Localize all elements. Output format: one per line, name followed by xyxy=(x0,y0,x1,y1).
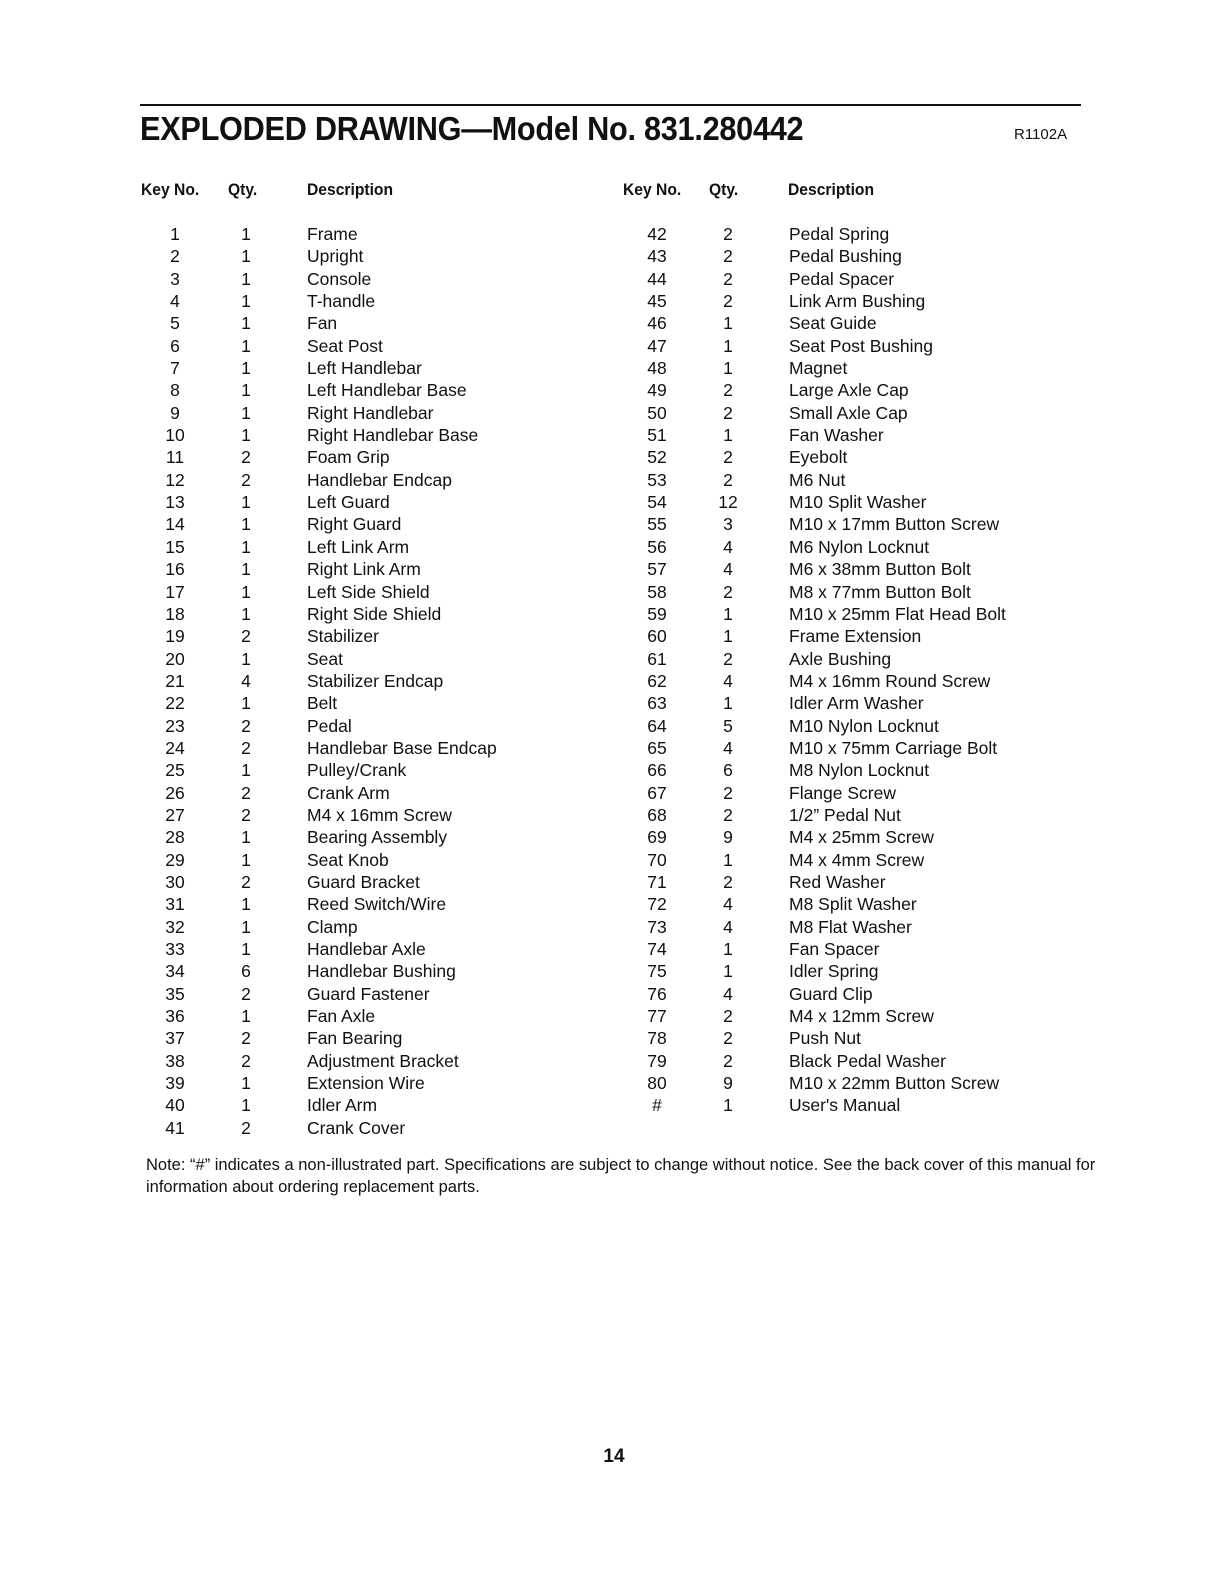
description: Link Arm Bushing xyxy=(789,291,926,312)
key-number: 80 xyxy=(647,1073,667,1094)
description: Upright xyxy=(307,246,364,267)
description: Handlebar Base Endcap xyxy=(307,737,497,758)
quantity: 1 xyxy=(723,358,733,379)
quantity: 2 xyxy=(241,1028,251,1049)
description: Adjustment Bracket xyxy=(307,1050,459,1071)
quantity: 4 xyxy=(723,559,733,580)
description: Right Handlebar xyxy=(307,402,434,423)
key-number: 42 xyxy=(647,224,667,244)
key-number: 63 xyxy=(647,693,667,714)
key-number: 1 xyxy=(170,224,180,244)
note-text: Note: “#” indicates a non-illustrated part. Specifications are subject to change without notice. See the back cover of this manual for information about ordering replacement parts. xyxy=(146,1156,1096,1196)
description: M10 x 25mm Flat Head Bolt xyxy=(789,603,1006,624)
key-number: 39 xyxy=(165,1073,185,1094)
description: M4 x 4mm Screw xyxy=(789,849,925,870)
description: M6 Nut xyxy=(789,469,846,490)
key-number: 18 xyxy=(165,603,185,624)
quantity: 1 xyxy=(723,1095,733,1116)
key-number: 46 xyxy=(647,313,667,334)
quantity: 4 xyxy=(723,916,733,937)
quantity: 1 xyxy=(241,894,251,915)
quantity: 12 xyxy=(718,492,738,513)
description: Fan Spacer xyxy=(789,939,880,959)
key-number: 77 xyxy=(647,1006,667,1027)
description: Frame xyxy=(307,224,358,244)
quantity: 1 xyxy=(241,313,251,334)
quantity: 4 xyxy=(241,670,251,691)
quantity: 2 xyxy=(723,1050,733,1071)
quantity: 1 xyxy=(241,224,251,244)
description: Crank Cover xyxy=(307,1117,406,1138)
description: Handlebar Bushing xyxy=(307,961,456,982)
description: Fan Bearing xyxy=(307,1028,403,1049)
quantity: 2 xyxy=(723,469,733,490)
description: Guard Clip xyxy=(789,983,873,1004)
key-number: 7 xyxy=(170,358,180,379)
quantity: 2 xyxy=(723,782,733,803)
key-number: 36 xyxy=(165,1006,185,1027)
description: Pulley/Crank xyxy=(307,760,407,781)
description: Handlebar Axle xyxy=(307,939,426,959)
description: Pedal Spring xyxy=(789,224,890,244)
quantity: 1 xyxy=(241,603,251,624)
header-key-no-left: Key No. xyxy=(141,180,200,199)
quantity: 1 xyxy=(723,335,733,356)
quantity: 1 xyxy=(241,693,251,714)
quantity: 1 xyxy=(723,603,733,624)
description: Seat Guide xyxy=(789,313,877,334)
quantity: 3 xyxy=(723,514,733,535)
key-number: 43 xyxy=(647,246,667,267)
description: M8 Split Washer xyxy=(789,894,917,915)
key-number: 38 xyxy=(165,1050,185,1071)
quantity: 1 xyxy=(241,1073,251,1094)
quantity: 1 xyxy=(723,425,733,446)
quantity: 2 xyxy=(723,246,733,267)
key-number: 29 xyxy=(165,849,185,870)
description: Fan xyxy=(307,313,338,334)
quantity: 1 xyxy=(241,648,251,669)
header-key-no-right: Key No. xyxy=(623,180,682,199)
key-number: 73 xyxy=(647,916,667,937)
description: Pedal Bushing xyxy=(789,246,902,267)
quantity: 2 xyxy=(241,983,251,1004)
quantity: 1 xyxy=(241,268,251,289)
key-number: 27 xyxy=(165,804,185,825)
description: M4 x 12mm Screw xyxy=(789,1006,934,1027)
description: M10 x 75mm Carriage Bolt xyxy=(789,737,998,758)
document-code: R1102A xyxy=(1014,126,1068,143)
title-rule xyxy=(140,104,1081,106)
description: Left Guard xyxy=(307,492,390,513)
description: M4 x 25mm Screw xyxy=(789,827,934,848)
description: Clamp xyxy=(307,916,358,937)
quantity: 2 xyxy=(723,402,733,423)
quantity: 1 xyxy=(241,849,251,870)
description: Left Link Arm xyxy=(307,536,410,557)
key-number: 68 xyxy=(647,804,667,825)
key-number: 40 xyxy=(165,1095,185,1116)
description: Red Washer xyxy=(789,871,886,892)
quantity: 1 xyxy=(241,246,251,267)
quantity: 1 xyxy=(241,559,251,580)
key-number: 25 xyxy=(165,760,185,781)
description: Seat Post xyxy=(307,335,383,356)
description: Seat Post Bushing xyxy=(789,335,933,356)
key-number: 76 xyxy=(647,983,667,1004)
description: Stabilizer xyxy=(307,626,379,647)
key-number: 57 xyxy=(647,559,667,580)
page-number: 14 xyxy=(603,1446,625,1467)
description: Guard Fastener xyxy=(307,983,430,1004)
description: Push Nut xyxy=(789,1028,861,1049)
quantity: 1 xyxy=(241,536,251,557)
key-number: 30 xyxy=(165,871,185,892)
description: Stabilizer Endcap xyxy=(307,670,444,691)
quantity: 2 xyxy=(723,380,733,401)
description: M10 Split Washer xyxy=(789,492,927,513)
quantity: 2 xyxy=(241,804,251,825)
key-number: # xyxy=(652,1095,662,1116)
key-number: 6 xyxy=(170,335,180,356)
quantity: 9 xyxy=(723,827,733,848)
description: Small Axle Cap xyxy=(789,402,908,423)
description: Axle Bushing xyxy=(789,648,892,669)
description: Left Handlebar Base xyxy=(307,380,467,401)
quantity: 2 xyxy=(241,626,251,647)
quantity: 2 xyxy=(723,447,733,468)
key-number: 4 xyxy=(170,291,180,312)
quantity: 4 xyxy=(723,983,733,1004)
quantity: 1 xyxy=(241,492,251,513)
quantity: 1 xyxy=(723,693,733,714)
key-number: 35 xyxy=(165,983,185,1004)
key-number: 55 xyxy=(647,514,667,535)
key-number: 32 xyxy=(165,916,185,937)
key-number: 58 xyxy=(647,581,667,602)
quantity: 4 xyxy=(723,536,733,557)
key-number: 33 xyxy=(165,939,185,959)
description: Pedal Spacer xyxy=(789,268,895,289)
quantity: 2 xyxy=(723,804,733,825)
page-title: EXPLODED DRAWING—Model No. 831.280442 xyxy=(140,110,804,147)
description: Guard Bracket xyxy=(307,871,420,892)
quantity: 1 xyxy=(723,939,733,959)
key-number: 13 xyxy=(165,492,185,513)
description: M8 x 77mm Button Bolt xyxy=(789,581,971,602)
quantity: 2 xyxy=(241,1050,251,1071)
quantity: 1 xyxy=(723,626,733,647)
quantity: 2 xyxy=(723,871,733,892)
key-number: 75 xyxy=(647,961,667,982)
description: M6 x 38mm Button Bolt xyxy=(789,559,971,580)
description: M6 Nylon Locknut xyxy=(789,536,930,557)
description: Belt xyxy=(307,693,338,714)
description: Extension Wire xyxy=(307,1073,425,1094)
description: Seat Knob xyxy=(307,849,389,870)
description: Foam Grip xyxy=(307,447,390,468)
key-number: 34 xyxy=(165,961,185,982)
quantity: 2 xyxy=(723,581,733,602)
key-number: 53 xyxy=(647,469,667,490)
quantity: 1 xyxy=(241,402,251,423)
key-number: 2 xyxy=(170,246,180,267)
key-number: 28 xyxy=(165,827,185,848)
quantity: 1 xyxy=(241,581,251,602)
quantity: 1 xyxy=(241,1095,251,1116)
description: Pedal xyxy=(307,715,352,736)
key-number: 19 xyxy=(165,626,185,647)
key-number: 24 xyxy=(165,737,185,758)
key-number: 3 xyxy=(170,268,180,289)
key-number: 62 xyxy=(647,670,667,691)
key-number: 56 xyxy=(647,536,667,557)
quantity: 4 xyxy=(723,670,733,691)
description: Eyebolt xyxy=(789,447,848,468)
key-number: 37 xyxy=(165,1028,185,1049)
quantity: 1 xyxy=(241,514,251,535)
quantity: 1 xyxy=(241,291,251,312)
key-number: 14 xyxy=(165,514,185,535)
description: 1/2” Pedal Nut xyxy=(789,804,901,825)
quantity: 2 xyxy=(241,871,251,892)
quantity: 2 xyxy=(723,1006,733,1027)
description: Bearing Assembly xyxy=(307,827,448,848)
description: T-handle xyxy=(307,291,376,312)
quantity: 2 xyxy=(241,469,251,490)
key-number: 64 xyxy=(647,715,667,736)
description: Idler Spring xyxy=(789,961,879,982)
quantity: 1 xyxy=(241,827,251,848)
description: Seat xyxy=(307,648,343,669)
description: M10 x 17mm Button Screw xyxy=(789,514,1000,535)
description: User's Manual xyxy=(789,1095,901,1116)
description: Crank Arm xyxy=(307,782,390,803)
quantity: 1 xyxy=(241,380,251,401)
header-qty-left: Qty. xyxy=(228,180,258,199)
description: Left Handlebar xyxy=(307,358,422,379)
quantity: 5 xyxy=(723,715,733,736)
description: Magnet xyxy=(789,358,848,379)
description: Right Handlebar Base xyxy=(307,425,479,446)
key-number: 54 xyxy=(647,492,667,513)
quantity: 4 xyxy=(723,894,733,915)
quantity: 1 xyxy=(241,760,251,781)
description: Large Axle Cap xyxy=(789,380,909,401)
description: Reed Switch/Wire xyxy=(307,894,447,915)
key-number: 79 xyxy=(647,1050,667,1071)
key-number: 21 xyxy=(165,670,185,691)
key-number: 10 xyxy=(165,425,185,446)
key-number: 26 xyxy=(165,782,185,803)
description: M10 Nylon Locknut xyxy=(789,715,939,736)
description: M4 x 16mm Round Screw xyxy=(789,670,991,691)
quantity: 2 xyxy=(723,648,733,669)
description: Idler Arm xyxy=(307,1095,378,1116)
quantity: 4 xyxy=(723,737,733,758)
key-number: 60 xyxy=(647,626,667,647)
description: Console xyxy=(307,268,372,289)
key-number: 69 xyxy=(647,827,667,848)
quantity: 2 xyxy=(723,291,733,312)
quantity: 1 xyxy=(723,313,733,334)
quantity: 1 xyxy=(241,425,251,446)
key-number: 22 xyxy=(165,693,185,714)
description: M8 Nylon Locknut xyxy=(789,760,930,781)
key-number: 20 xyxy=(165,648,185,669)
header-description-left: Description xyxy=(307,180,394,199)
description: Right Link Arm xyxy=(307,559,421,580)
quantity: 1 xyxy=(723,849,733,870)
key-number: 59 xyxy=(647,603,667,624)
quantity: 1 xyxy=(241,939,251,959)
key-number: 9 xyxy=(170,402,180,423)
key-number: 66 xyxy=(647,760,667,781)
quantity: 1 xyxy=(241,916,251,937)
header-qty-right: Qty. xyxy=(709,180,739,199)
quantity: 2 xyxy=(241,737,251,758)
key-number: 72 xyxy=(647,894,667,915)
key-number: 16 xyxy=(165,559,185,580)
key-number: 50 xyxy=(647,402,667,423)
description: Black Pedal Washer xyxy=(789,1050,946,1071)
description: M8 Flat Washer xyxy=(789,916,912,937)
quantity: 6 xyxy=(241,961,251,982)
key-number: 15 xyxy=(165,536,185,557)
key-number: 49 xyxy=(647,380,667,401)
key-number: 23 xyxy=(165,715,185,736)
key-number: 51 xyxy=(647,425,667,446)
key-number: 45 xyxy=(647,291,667,312)
description: Handlebar Endcap xyxy=(307,469,452,490)
quantity: 2 xyxy=(723,268,733,289)
quantity: 9 xyxy=(723,1073,733,1094)
quantity: 2 xyxy=(241,447,251,468)
quantity: 2 xyxy=(241,782,251,803)
description: Left Side Shield xyxy=(307,581,430,602)
quantity: 2 xyxy=(723,1028,733,1049)
key-number: 44 xyxy=(647,268,667,289)
key-number: 5 xyxy=(170,313,180,334)
key-number: 71 xyxy=(647,871,667,892)
key-number: 70 xyxy=(647,849,667,870)
key-number: 67 xyxy=(647,782,667,803)
key-number: 61 xyxy=(647,648,667,669)
description: Right Side Shield xyxy=(307,603,442,624)
key-number: 12 xyxy=(165,469,185,490)
key-number: 31 xyxy=(165,894,185,915)
key-number: 65 xyxy=(647,737,667,758)
key-number: 17 xyxy=(165,581,185,602)
quantity: 1 xyxy=(241,335,251,356)
key-number: 11 xyxy=(165,447,185,468)
description: M10 x 22mm Button Screw xyxy=(789,1073,1000,1094)
key-number: 8 xyxy=(170,380,180,401)
quantity: 1 xyxy=(723,961,733,982)
key-number: 52 xyxy=(647,447,667,468)
key-number: 47 xyxy=(647,335,667,356)
key-number: 78 xyxy=(647,1028,667,1049)
description: M4 x 16mm Screw xyxy=(307,804,452,825)
key-number: 41 xyxy=(165,1117,185,1138)
quantity: 2 xyxy=(241,1117,251,1138)
quantity: 1 xyxy=(241,358,251,379)
key-number: 48 xyxy=(647,358,667,379)
quantity: 6 xyxy=(723,760,733,781)
header-description-right: Description xyxy=(788,180,875,199)
description: Frame Extension xyxy=(789,626,922,647)
description: Flange Screw xyxy=(789,782,896,803)
quantity: 2 xyxy=(723,224,733,244)
key-number: 74 xyxy=(647,939,667,959)
description: Fan Axle xyxy=(307,1006,376,1027)
description: Right Guard xyxy=(307,514,402,535)
description: Fan Washer xyxy=(789,425,884,446)
quantity: 1 xyxy=(241,1006,251,1027)
description: Idler Arm Washer xyxy=(789,693,924,714)
quantity: 2 xyxy=(241,715,251,736)
